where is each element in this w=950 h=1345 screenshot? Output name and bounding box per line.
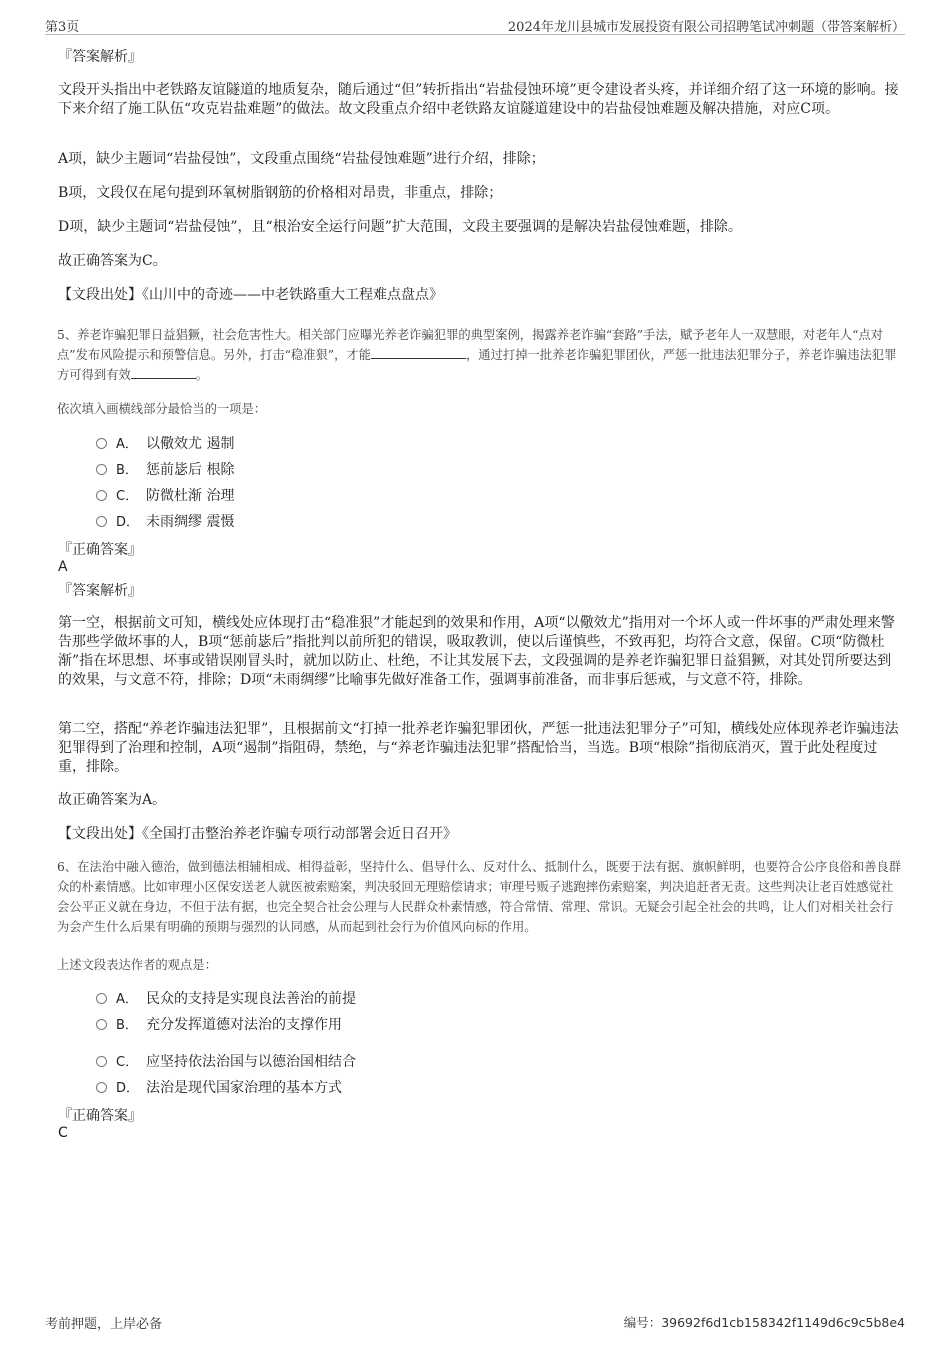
option-text: 法治是现代国家治理的基本方式: [146, 1080, 342, 1096]
q5-blank-1: [371, 346, 466, 359]
option-text: 未雨绸缪 震慑: [146, 514, 235, 530]
q6-option-b[interactable]: [96, 1015, 342, 1035]
q5-analysis-label: 『答案解析』: [58, 583, 142, 599]
document-id: 编号：39692f6d1cb158342f1149d6c9c5b8e4: [623, 1315, 905, 1330]
option-text: 以儆效尤 遏制: [146, 436, 235, 452]
q5-prompt: 依次填入画横线部分最恰当的一项是：: [57, 402, 267, 416]
option-letter: A．: [116, 437, 138, 452]
q4-conclusion: 故正确答案为C。: [58, 253, 167, 269]
q4-option-b-analysis: B项，文段仅在尾句提到环氧树脂钢筋的价格相对昂贵，非重点，排除；: [58, 185, 503, 201]
radio-icon[interactable]: [96, 438, 107, 449]
option-letter: C．: [116, 1055, 139, 1070]
q4-source: 【文段出处】《山川中的奇迹——中老铁路重大工程难点盘点》: [58, 287, 443, 303]
radio-icon[interactable]: [96, 993, 107, 1004]
q6-option-a[interactable]: [96, 989, 356, 1009]
q5-stem-part-3: 。: [195, 368, 209, 382]
radio-icon[interactable]: [96, 1082, 107, 1093]
q5-stem-part-1: 5、养老诈骗犯罪日益猖獗，社会危害性大。相关部门应曝光养老诈骗犯罪的典型案例，揭露养老诈骗“套路”手法，赋予老年人一双慧眼，对老年人“点对点”发布风险提示和预警信息。另外，打击“稳准狠”，才能: [57, 328, 883, 362]
option-letter: C．: [116, 489, 139, 504]
q5-option-a[interactable]: [96, 434, 234, 454]
q6-stem: 6、在法治中融入德治，做到德法相辅相成、相得益彰，坚持什么、倡导什么、反对什么、抵制什么，既要于法有据、旗帜鲜明，也要符合公序良俗和善良群众的朴素情感。比如审理小区保安送老人就医被索赔案，判决驳回无理赔偿请求；审理号贩子逃跑摔伤索赔案，判决追赶者无责。这些判决让老百姓感觉社会公平正义就在身边，不但于法有据，也完全契合社会公理与人民群众朴素情感，符合常情、常理、常识。无疑会引起全社会的共鸣，让人们对相关社会行为会产生什么后果有明确的预期与强烈的认同感，从而起到社会行为价值风向标的作用。: [57, 860, 902, 934]
page-header: [45, 14, 905, 35]
q6-answer: C: [58, 1125, 68, 1141]
option-letter: D．: [116, 515, 140, 530]
page-footer: [45, 1313, 905, 1331]
q4-option-d-analysis: D项，缺少主题词“岩盐侵蚀”，且“根治安全运行问题”扩大范围，文段主要强调的是解决岩盐侵蚀难题，排除。: [58, 219, 742, 235]
document-title: 2024年龙川县城市发展投资有限公司招聘笔试冲刺题（带答案解析）: [507, 20, 905, 35]
q5-stem-part-2: ，通过打掉一批养老诈骗犯罪团伙，严惩一批违法犯罪分子，养老诈骗违法犯罪方可得到有效: [57, 348, 897, 382]
radio-icon[interactable]: [96, 516, 107, 527]
option-text: 民众的支持是实现良法善治的前提: [146, 991, 356, 1007]
radio-icon[interactable]: [96, 490, 107, 501]
q5-analysis-blank-1: 第一空，根据前文可知，横线处应体现打击“稳准狠”才能起到的效果和作用，A项“以儆效尤”指用对一个坏人或一件坏事的严肃处理来警告那些学做坏事的人，B项“惩前毖后”指批判以前所犯的错误，吸取教训，使以后谨慎些，不致再犯，均符合文意，保留。C项“防微杜渐”指在坏思想、坏事或错误刚冒头时，就加以防止、杜绝，不让其发展下去，文段强调的是养老诈骗犯罪日益猖獗，对其处罚所要达到的效果，与文意不符，排除；D项“未雨绸缪”比喻事先做好准备工作，强调事前准备，而非事后惩戒，与文意不符，排除。: [58, 615, 895, 688]
q6-prompt: 上述文段表达作者的观点是：: [57, 958, 217, 972]
footer-slogan: 考前押题，上岸必备: [45, 1317, 163, 1332]
option-text: 防微杜渐 治理: [146, 488, 235, 504]
q6-option-c[interactable]: [96, 1052, 356, 1072]
q5-conclusion: 故正确答案为A。: [58, 792, 167, 808]
page-number: 第3页: [45, 20, 80, 35]
radio-icon[interactable]: [96, 464, 107, 475]
q5-answer-label: 『正确答案』: [58, 542, 142, 558]
q5-blank-2: [131, 366, 196, 379]
radio-icon[interactable]: [96, 1019, 107, 1030]
option-text: 充分发挥道德对法治的支撑作用: [146, 1017, 342, 1033]
q4-analysis-text: 文段开头指出中老铁路友谊隧道的地质复杂，随后通过“但”转折指出“岩盐侵蚀环境”更令建设者头疼，并详细介绍了这一环境的影响。接下来介绍了施工队伍“攻克岩盐难题”的做法。故文段重点介绍中老铁路友谊隧道建设中的岩盐侵蚀难题及解决措施，对应C项。: [58, 82, 899, 117]
q4-option-a-analysis: A项，缺少主题词“岩盐侵蚀”，文段重点围绕“岩盐侵蚀难题”进行介绍，排除；: [58, 151, 545, 167]
q6-option-d[interactable]: [96, 1078, 342, 1098]
q5-analysis-blank-2: 第二空，搭配“养老诈骗违法犯罪”，且根据前文“打掉一批养老诈骗犯罪团伙，严惩一批违法犯罪分子”可知，横线处应体现养老诈骗违法犯罪得到了治理和控制，A项“遏制”指阻碍，禁绝，与“养老诈骗违法犯罪”搭配恰当，当选。B项“根除”指彻底消灭，置于此处程度过重，排除。: [58, 721, 899, 775]
option-text: 应坚持依法治国与以德治国相结合: [146, 1054, 356, 1070]
q6-answer-label: 『正确答案』: [58, 1108, 142, 1124]
q5-answer: A: [58, 559, 68, 575]
option-letter: D．: [116, 1081, 140, 1096]
option-letter: B．: [116, 1018, 138, 1033]
q4-analysis-label: 『答案解析』: [58, 49, 142, 65]
q5-option-c[interactable]: [96, 486, 234, 506]
option-text: 惩前毖后 根除: [146, 462, 235, 478]
option-letter: A．: [116, 992, 138, 1007]
radio-icon[interactable]: [96, 1056, 107, 1067]
option-letter: B．: [116, 463, 138, 478]
q5-option-b[interactable]: [96, 460, 234, 480]
q5-source: 【文段出处】《全国打击整治养老诈骗专项行动部署会近日召开》: [58, 826, 457, 842]
q5-stem: [57, 325, 905, 385]
q5-option-d[interactable]: [96, 512, 234, 532]
